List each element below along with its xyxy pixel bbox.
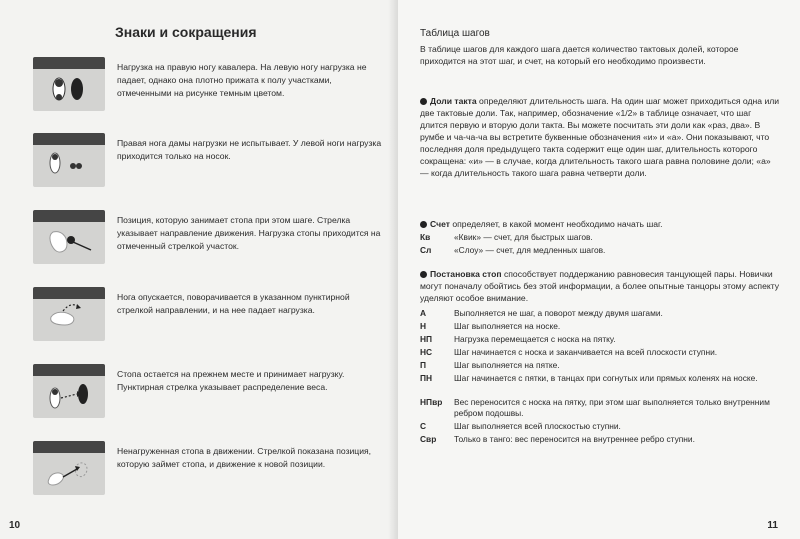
- count-paragraph: [420, 218, 780, 230]
- feet-term: Постановка стоп: [430, 269, 502, 279]
- sign-description: Правая нога дамы нагрузки не испытывает. У левой ноги нагрузка приходится только на носок.: [117, 138, 382, 161]
- foot-turn-dotted-arrow-icon: [33, 287, 105, 341]
- abbr-definition: Вес переносится с носка на пятку, при этом шаг выполняется только внутренним ребром подошвы.: [454, 397, 770, 418]
- bullet-icon: [420, 271, 427, 278]
- right-page: [398, 0, 800, 539]
- left-page: [0, 0, 398, 539]
- feet-text: способствует поддержанию равновесия танцующей пары. Новички могут поначалу обойтись без этой информации, а более опытные танцоры этому аспекту уделяют особое внимание.: [420, 269, 780, 303]
- foot-moving-arrow-icon: [33, 441, 105, 495]
- sign-row: [33, 287, 388, 345]
- count-term: Счет: [430, 219, 450, 229]
- abbr-key: НП: [420, 334, 433, 344]
- abbr-definition: «Слоу» — счет, для медленных шагов.: [454, 245, 606, 255]
- abbr-definition: Выполняется не шаг, а поворот между двумя шагами.: [454, 308, 663, 318]
- abbr-definition: Шаг начинается с носка и заканчивается на всей плоскости ступни.: [454, 347, 718, 357]
- abbr-definition: Нагрузка перемещается с носка на пятку.: [454, 334, 616, 344]
- sign-description: Позиция, которую занимает стопа при этом шаге. Стрелка указывает направление движения. Нагрузка стопы приходится на отмеченный стрелкой участок.: [117, 215, 381, 251]
- abbr-key: Свр: [420, 434, 437, 444]
- feet-paragraph: [420, 268, 780, 304]
- page-number: 10: [9, 520, 21, 531]
- sign-description: Ненагруженная стопа в движении. Стрелкой показана позиция, которую займет стопа, и движение к новой позиции.: [117, 446, 372, 469]
- sign-row: [33, 57, 388, 115]
- bullet-icon: [420, 98, 427, 105]
- intro-paragraph: В таблице шагов для каждого шага дается количество тактовых долей, которое приходится на этот шаг, и счет, на который его необходимо произвести.: [420, 44, 739, 66]
- abbr-definition: «Квик» — счет, для быстрых шагов.: [454, 232, 593, 242]
- abbr-key: НПвр: [420, 397, 443, 407]
- abbr-key: П: [420, 360, 427, 370]
- abbr-key: ПН: [420, 373, 433, 383]
- weight-transfer-dotted-arrow-icon: [33, 364, 105, 418]
- foot-direction-arrow-icon: [33, 210, 105, 264]
- abbr-definition: Шаг начинается с пятки, в танцах при согнутых или прямых коленях на носке.: [454, 373, 758, 383]
- abbr-definition: Шаг выполняется всей плоскостью ступни.: [454, 421, 621, 431]
- sign-description: Нога опускается, поворачивается в указанном пунктирной стрелкой направлении, и на нее падает нагрузка.: [117, 292, 350, 315]
- count-text: определяет, в какой момент необходимо начать шаг.: [449, 219, 663, 229]
- abbr-definition: Только в танго: вес переносится на внутреннее ребро ступни.: [454, 434, 695, 444]
- abbr-key: НС: [420, 347, 433, 357]
- page-number: 11: [767, 520, 778, 531]
- sign-description: Стопа остается на прежнем месте и принимает нагрузку. Пунктирная стрелка указывает распределение веса.: [117, 369, 345, 392]
- beats-term: Доли такта: [430, 96, 477, 106]
- sign-row: [33, 210, 388, 268]
- bullet-icon: [420, 221, 427, 228]
- abbr-key: Кв: [420, 232, 431, 242]
- abbr-key: А: [420, 308, 427, 318]
- dance-ball-of-foot-icon: [33, 133, 105, 187]
- abbr-definition: Шаг выполняется на носке.: [454, 321, 561, 331]
- sign-row: [33, 133, 388, 191]
- abbr-key: Н: [420, 321, 427, 331]
- sign-description: Нагрузка на правую ногу кавалера. На левую ногу нагрузка не падает, однако она плотно прижата к полу участками, отмеченными на рисунке темным цветом.: [117, 62, 367, 98]
- sign-row: [33, 441, 388, 499]
- sign-row: [33, 364, 388, 422]
- page-title: Знаки и сокращения: [115, 24, 257, 40]
- beats-text: определяют длительность шага. На один шаг может приходиться одна или две тактовые доли. Так, например, обозначение «1/2» в таблице означает, что шаг длится первую и вторую доли такта. Вы можете посчитать эти доли как «раз, два». В румбе и ча-ча-ча вы встретите буквенные обозначения «и» и «а». Они показывают, что последняя доля предыдущего такта содержит еще один шаг, длительность которого сокращена: «и» — в случае, когда длительность такого шага равна половине доли; «а» — когда длительность такого шага равна четверти доли.: [420, 96, 780, 178]
- beats-paragraph: [420, 95, 780, 179]
- weight-on-right-foot-icon: [33, 57, 105, 111]
- abbr-definition: Шаг выполняется на пятке.: [454, 360, 560, 370]
- abbr-key: С: [420, 421, 427, 431]
- abbr-key: Сл: [420, 245, 432, 255]
- section-title: Таблица шагов: [420, 28, 490, 39]
